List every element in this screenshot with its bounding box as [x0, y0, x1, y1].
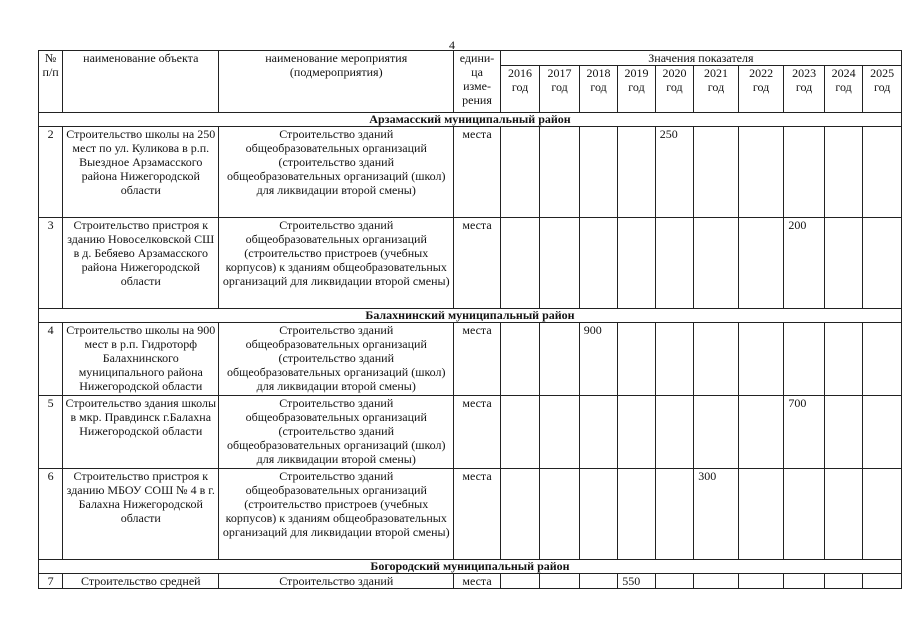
table-row [39, 574, 902, 589]
event-name: Строительство зданий [219, 574, 454, 589]
year-value [540, 323, 579, 396]
header-year: 2021 год [694, 66, 739, 113]
year-value [863, 396, 902, 469]
year-value: 250 [655, 127, 693, 218]
year-value [694, 218, 739, 309]
year-value [824, 127, 862, 218]
year-value [540, 574, 579, 589]
year-value [618, 323, 655, 396]
year-value [738, 574, 784, 589]
year-value [694, 396, 739, 469]
table-row [39, 469, 902, 560]
event-name: Строительство зданий общеобразовательных организаций (строительство зданий общеобразовательных организаций (школ) для ликвидации второй смены) [219, 323, 454, 396]
year-value [579, 127, 617, 218]
header-object: наименование объекта [63, 51, 219, 113]
year-value [618, 218, 655, 309]
unit: места [454, 574, 501, 589]
year-value [863, 323, 902, 396]
object-name: Строительство пристроя к зданию Новоселковской СШ в д. Бебяево Арзамасского района Нижегородской области [63, 218, 219, 309]
table-row [39, 218, 902, 309]
object-name: Строительство средней [63, 574, 219, 589]
section-title: Богородский муниципальный район [39, 560, 902, 574]
year-value [540, 396, 579, 469]
year-value [824, 574, 862, 589]
object-name: Строительство пристроя к зданию МБОУ СОШ № 4 в г. Балахна Нижегородской области [63, 469, 219, 560]
year-value [500, 396, 539, 469]
header-year: 2022 год [738, 66, 784, 113]
year-value [738, 323, 784, 396]
year-value [694, 127, 739, 218]
year-value [540, 469, 579, 560]
year-value [863, 218, 902, 309]
indicator-table [38, 50, 902, 589]
header-year: 2020 год [655, 66, 693, 113]
year-value [579, 396, 617, 469]
row-number: 6 [39, 469, 63, 560]
year-value [738, 396, 784, 469]
event-name: Строительство зданий общеобразовательных организаций (строительство пристроев (учебных корпусов) к зданиям общеобразовательных организаций для ликвидации второй смены) [219, 218, 454, 309]
object-name: Строительство школы на 250 мест по ул. Куликова в р.п. Выездное Арзамасского района Нижегородской области [63, 127, 219, 218]
header-year: 2025 год [863, 66, 902, 113]
year-value [738, 127, 784, 218]
header-year: 2016 год [500, 66, 539, 113]
year-value [655, 574, 693, 589]
unit: места [454, 323, 501, 396]
object-name: Строительство здания школы в мкр. Правдинск г.Балахна Нижегородской области [63, 396, 219, 469]
year-value [655, 323, 693, 396]
header-event: наименование мероприятия (подмероприятия) [219, 51, 454, 113]
section-title: Балахнинский муниципальный район [39, 309, 902, 323]
year-value [540, 218, 579, 309]
year-value [784, 323, 825, 396]
year-value [784, 574, 825, 589]
year-value [655, 218, 693, 309]
table-row [39, 396, 902, 469]
unit: места [454, 469, 501, 560]
year-value [500, 323, 539, 396]
year-value: 200 [784, 218, 825, 309]
table-row [39, 323, 902, 396]
year-value [500, 469, 539, 560]
year-value [738, 469, 784, 560]
year-value [824, 396, 862, 469]
year-value [824, 469, 862, 560]
header-year: 2019 год [618, 66, 655, 113]
header-values: Значения показателя [500, 51, 901, 66]
header-year: 2018 год [579, 66, 617, 113]
year-value [863, 574, 902, 589]
year-value [655, 396, 693, 469]
section-title: Арзамасский муниципальный район [39, 113, 902, 127]
year-value [863, 127, 902, 218]
year-value: 900 [579, 323, 617, 396]
year-value [694, 323, 739, 396]
event-name: Строительство зданий общеобразовательных организаций (строительство пристроев (учебных корпусов) к зданиям общеобразовательных организаций для ликвидации второй смены) [219, 469, 454, 560]
year-value [618, 396, 655, 469]
year-value [738, 218, 784, 309]
year-value [784, 469, 825, 560]
year-value: 300 [694, 469, 739, 560]
unit: места [454, 396, 501, 469]
unit: места [454, 127, 501, 218]
row-number: 5 [39, 396, 63, 469]
header-num: № п/п [39, 51, 63, 113]
year-value [824, 323, 862, 396]
object-name: Строительство школы на 900 мест в р.п. Гидроторф Балахнинского муниципального района Нижегородской области [63, 323, 219, 396]
row-number: 4 [39, 323, 63, 396]
year-value [500, 574, 539, 589]
header-year: 2017 год [540, 66, 579, 113]
event-name: Строительство зданий общеобразовательных организаций (строительство зданий общеобразовательных организаций (школ) для ликвидации второй смены) [219, 396, 454, 469]
year-value [618, 469, 655, 560]
unit: места [454, 218, 501, 309]
row-number: 3 [39, 218, 63, 309]
row-number: 2 [39, 127, 63, 218]
year-value: 700 [784, 396, 825, 469]
year-value [540, 127, 579, 218]
header-year: 2023 год [784, 66, 825, 113]
year-value [618, 127, 655, 218]
year-value [655, 469, 693, 560]
year-value [784, 127, 825, 218]
year-value [579, 218, 617, 309]
year-value [579, 469, 617, 560]
year-value [824, 218, 862, 309]
page-number: 4 [449, 38, 455, 52]
year-value [500, 127, 539, 218]
year-value [694, 574, 739, 589]
year-value [863, 469, 902, 560]
header-unit: едини-ца изме-рения [454, 51, 501, 113]
header-year: 2024 год [824, 66, 862, 113]
year-value: 550 [618, 574, 655, 589]
year-value [500, 218, 539, 309]
row-number: 7 [39, 574, 63, 589]
table-row [39, 127, 902, 218]
year-value [579, 574, 617, 589]
event-name: Строительство зданий общеобразовательных организаций (строительство зданий общеобразовательных организаций (школ) для ликвидации второй смены) [219, 127, 454, 218]
